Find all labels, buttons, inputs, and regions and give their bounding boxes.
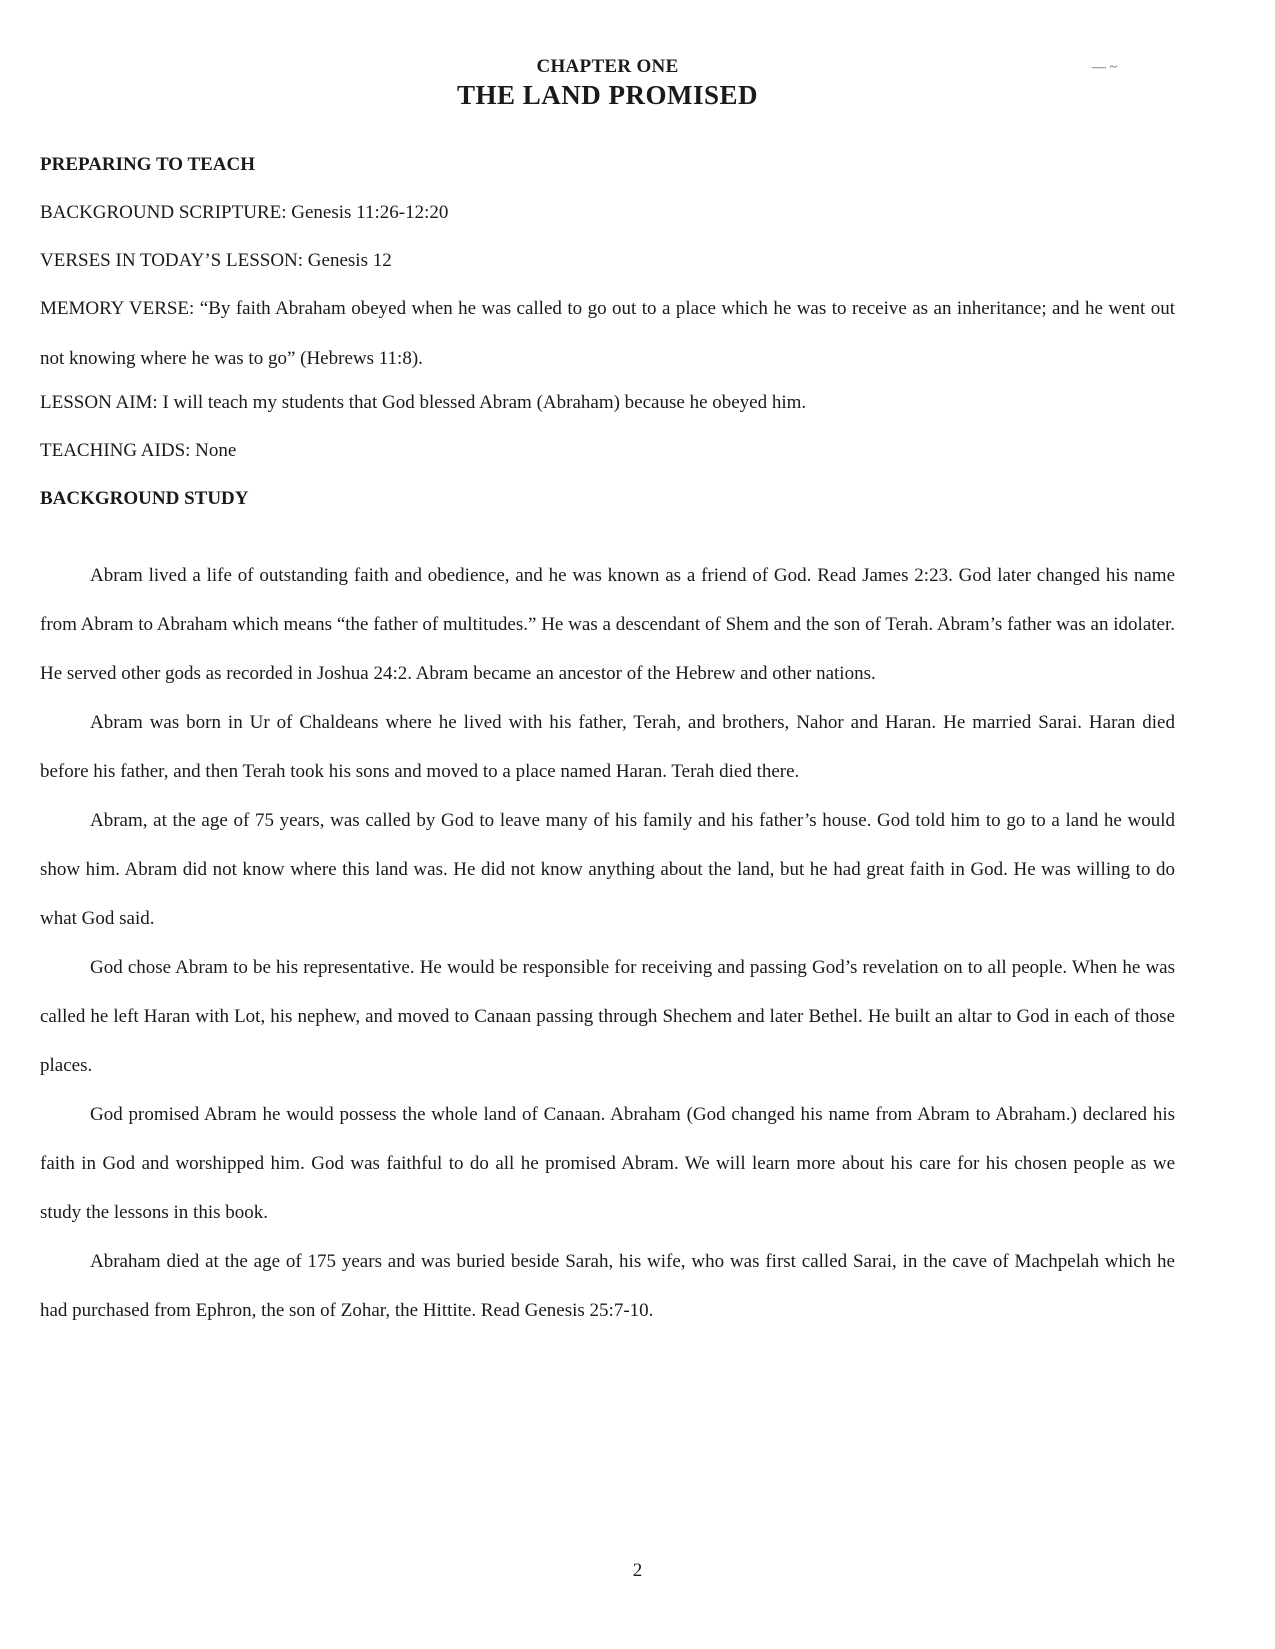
paragraph-4: God chose Abram to be his representative. He would be responsible for receiving and passing God’s revelation on to all people. When he was called he left Haran with Lot, his nephew, and moved to Canaan passing through Shechem and later Bethel. He built an altar to God in each of those places.: [40, 957, 1175, 1076]
paragraph-5: God promised Abram he would possess the whole land of Canaan. Abraham (God changed his name from Abram to Abraham.) declared his faith in God and worshipped him. God was faithful to do all he promised Abram. We will learn more about his care for his chosen people as we study the lessons in this book.: [40, 1104, 1175, 1223]
document-page: [40, 56, 1175, 509]
chapter-label: CHAPTER ONE: [536, 56, 679, 77]
scan-artifact-mark: — ~: [1092, 60, 1118, 75]
verses-in-lesson: VERSES IN TODAY’S LESSON: Genesis 12: [40, 250, 392, 271]
paragraph-6: Abraham died at the age of 175 years and was buried beside Sarah, his wife, who was first called Sarai, in the cave of Machpelah which he had purchased from Ephron, the son of Zohar, the Hittite. Read Genesis 25:7-10.: [40, 1251, 1175, 1321]
background-scripture: BACKGROUND SCRIPTURE: Genesis 11:26-12:20: [40, 202, 449, 223]
background-study-heading: BACKGROUND STUDY: [40, 488, 249, 509]
background-study-body: [40, 551, 1175, 1335]
chapter-title: THE LAND PROMISED: [456, 80, 759, 110]
paragraph-2: Abram was born in Ur of Chaldeans where he lived with his father, Terah, and brothers, Nahor and Haran. He married Sarai. Haran died before his father, and then Terah took his sons and moved to a place named Haran. Terah died there.: [40, 712, 1175, 782]
paragraph-3: Abram, at the age of 75 years, was called by God to leave many of his family and his father’s house. God told him to go to a land he would show him. Abram did not know where this land was. He did not know anything about the land, but he had great faith in God. He was willing to do what God said.: [40, 810, 1175, 929]
page-number: 2: [632, 1560, 643, 1581]
paragraph-1: Abram lived a life of outstanding faith and obedience, and he was known as a friend of God. Read James 2:23. God later changed his name from Abram to Abraham which means “the father of multitudes.” He was a descendant of Shem and the son of Terah. Abram’s father was an idolater. He served other gods as recorded in Joshua 24:2. Abram became an ancestor of the Hebrew and other nations.: [40, 565, 1175, 684]
memory-verse: MEMORY VERSE: “By faith Abraham obeyed when he was called to go out to a place which he was to receive as an inheritance; and he went out not knowing where he was to go” (Hebrews 11:8).: [40, 298, 1175, 369]
lesson-aim: LESSON AIM: I will teach my students that God blessed Abram (Abraham) because he obeyed him.: [40, 392, 807, 413]
teaching-aids: TEACHING AIDS: None: [40, 440, 237, 461]
preparing-heading: PREPARING TO TEACH: [40, 154, 256, 175]
